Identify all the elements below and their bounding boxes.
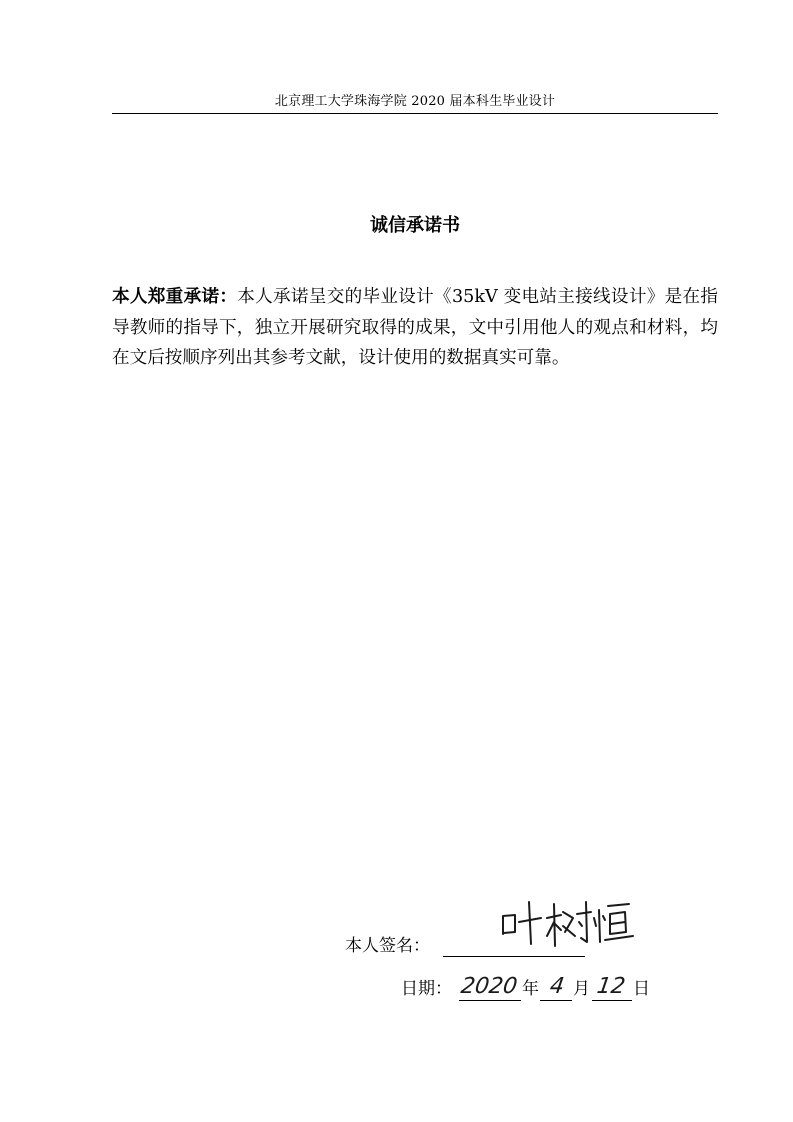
- handwritten-signature: [495, 888, 635, 948]
- date-month-unit: 月: [573, 979, 590, 999]
- date-day-value: 12: [595, 974, 627, 999]
- date-year-value: 2020: [459, 974, 519, 999]
- header-divider: [112, 113, 718, 114]
- date-day-line: [592, 1000, 632, 1001]
- date-day-unit: 日: [633, 979, 650, 999]
- date-row: [401, 974, 661, 1003]
- signature-line: [443, 956, 585, 957]
- date-month-line: [540, 1000, 572, 1001]
- signature-label: 本人签名：: [345, 936, 430, 956]
- page-header: 北京理工大学珠海学院 2020 届本科生毕业设计: [274, 94, 556, 109]
- date-year-unit: 年: [522, 979, 539, 999]
- statement-lead: 本人郑重承诺：: [112, 286, 238, 307]
- date-month-value: 4: [548, 974, 566, 999]
- statement-text: 本人承诺呈交的毕业设计《35kV 变电站主接线设计》是在指导教师的指导下，独立开展研究取得的成果，文中引用他人的观点和材料，均在文后按顺序列出其参考文献，设计使用的数据真实可靠。: [112, 287, 718, 368]
- statement-paragraph: [112, 282, 718, 374]
- date-year-line: [459, 1000, 521, 1001]
- page-title: 诚信承诺书: [370, 215, 460, 236]
- date-label: 日期：: [401, 979, 452, 999]
